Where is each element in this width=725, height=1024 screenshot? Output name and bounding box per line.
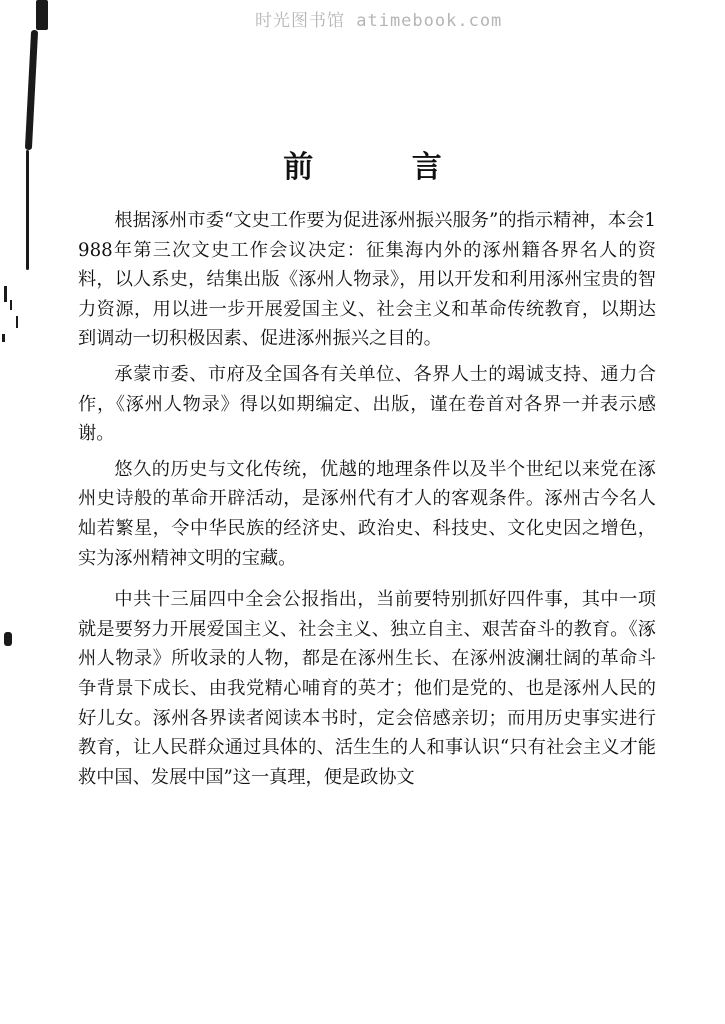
watermark: 时光图书馆 atimebook.com [255, 11, 503, 31]
paragraph: 中共十三届四中全会公报指出，当前要特别抓好四件事，其中一项就是要努力开展爱国主义、社会主义、独立自主、艰苦奋斗的教育。《涿州人物录》所收录的人物，都是在涿州生长、在涿州波澜壮阔的革命斗争背景下成长、由我党精心哺育的英才；他们是党的、也是涿州人民的好儿女。涿州各界读者阅读本书时，定会倍感亲切；而用历史事实进行教育，让人民群众通过具体的、活生生的人和事认识“只有社会主义才能救中国、发展中国”这一真理，便是政协文 [78, 589, 656, 788]
document-body [78, 206, 656, 798]
scan-edge-mark [4, 632, 12, 646]
paragraph: 悠久的历史与文化传统，优越的地理条件以及半个世纪以来党在涿州史诗般的革命开辟活动，是涿州代有才人的客观条件。涿州古今名人灿若繁星，令中华民族的经济史、政治史、科技史、文化史因之增色，实为涿州精神文明的宝藏。 [78, 458, 656, 569]
scan-edge-mark [16, 316, 18, 328]
scan-edge-mark [4, 286, 7, 302]
paragraph: 根据涿州市委“文史工作要为促进涿州振兴服务”的指示精神，本会1988年第三次文史工作会议决定：征集海内外的涿州籍各界名人的资料，以人系史，结集出版《涿州人物录》，用以开发和利用涿州宝贵的智力资源，用以进一步开展爱国主义、社会主义和革命传统教育，以期达到调动一切积极因素、促进涿州振兴之目的。 [78, 210, 656, 350]
scan-edge-mark [36, 0, 48, 30]
paragraph: 承蒙市委、市府及全国各有关单位、各界人士的竭诚支持、通力合作，《涿州人物录》得以如期编定、出版，谨在卷首对各界一并表示感谢。 [78, 363, 656, 445]
scan-edge-mark [25, 30, 38, 150]
scan-edge-mark [10, 300, 12, 310]
scan-edge-mark [2, 334, 5, 342]
document-title: 前 言 [283, 150, 486, 185]
